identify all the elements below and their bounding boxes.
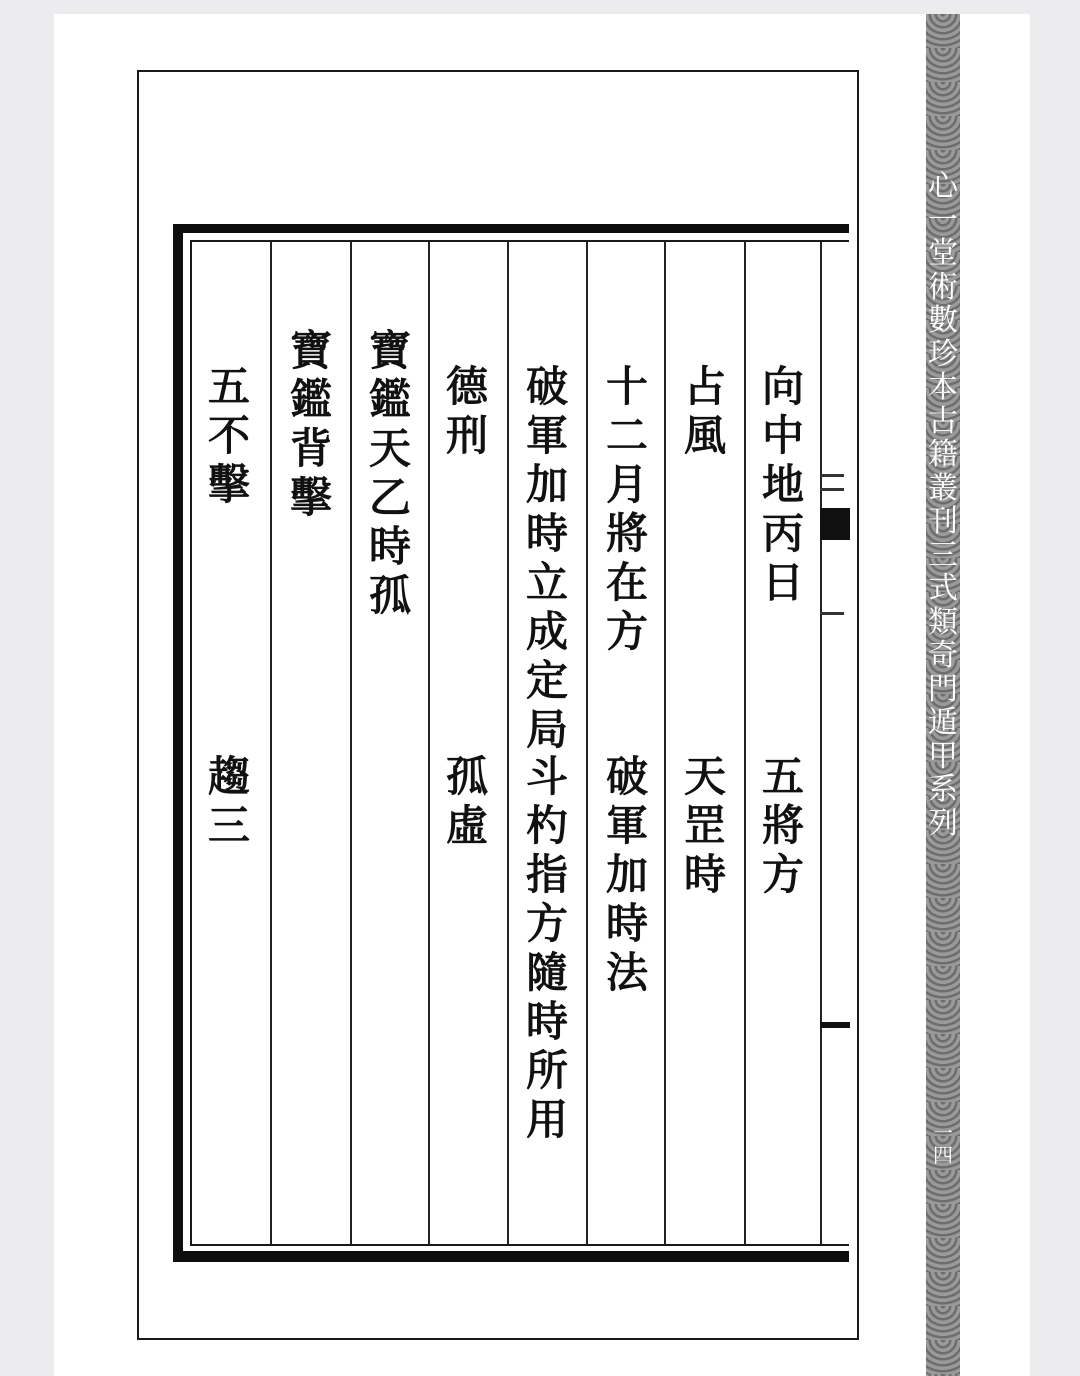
glyph: 軍 — [605, 801, 648, 850]
lower-entry-5 — [432, 752, 502, 850]
glyph: 不 — [207, 411, 250, 460]
glyph: 天 — [368, 424, 411, 473]
glyph: 類 — [928, 604, 958, 640]
lower-entry-2 — [670, 752, 740, 899]
column-rule — [428, 242, 430, 1244]
column-rule — [664, 242, 666, 1244]
glyph: 天 — [683, 752, 726, 801]
glyph: 在 — [605, 558, 648, 607]
glyph: 破 — [605, 752, 648, 801]
lower-entry-8 — [194, 752, 264, 850]
column-rule — [586, 242, 588, 1244]
glyph: 古 — [928, 403, 958, 439]
glyph: 三 — [207, 801, 250, 850]
glyph: 遁 — [928, 705, 958, 740]
glyph: 時 — [605, 899, 648, 948]
column-rule — [820, 242, 822, 1244]
margin-mark — [820, 474, 844, 477]
glyph: 系 — [928, 772, 958, 807]
glyph: 月 — [605, 460, 648, 509]
glyph: 軍 — [525, 411, 568, 460]
fish-tail-mark — [820, 508, 850, 540]
lower-entry-4 — [512, 752, 582, 1144]
lower-entry-3 — [592, 752, 662, 997]
glyph: 列 — [928, 805, 958, 841]
glyph: 五 — [207, 362, 250, 411]
page-margin — [960, 14, 1030, 1376]
glyph: 式 — [928, 571, 958, 606]
glyph: 擊 — [207, 460, 250, 509]
glyph: 立 — [525, 558, 568, 607]
glyph: 籍 — [928, 437, 958, 472]
glyph: 五 — [761, 752, 804, 801]
glyph: 破 — [525, 362, 568, 411]
text-column-5 — [432, 362, 502, 460]
glyph: 局 — [525, 705, 568, 754]
text-column-2 — [670, 362, 740, 460]
glyph: 奇 — [928, 638, 958, 673]
glyph: 風 — [683, 411, 726, 460]
page-number — [926, 1122, 960, 1166]
glyph: 孤 — [368, 571, 411, 620]
glyph: 門 — [928, 671, 958, 707]
text-column-6 — [355, 326, 425, 620]
glyph: 占 — [683, 362, 726, 411]
glyph: 定 — [525, 656, 568, 705]
glyph: 隨 — [525, 948, 568, 997]
glyph: 數 — [928, 303, 958, 338]
glyph: 加 — [605, 850, 648, 899]
glyph: 用 — [525, 1095, 568, 1144]
glyph: 乙 — [368, 473, 411, 522]
glyph: 所 — [525, 1046, 568, 1095]
text-column-4 — [512, 362, 582, 754]
glyph: 加 — [525, 460, 568, 509]
column-rule — [270, 242, 272, 1244]
glyph: 刊 — [928, 504, 958, 539]
glyph: 心 — [928, 169, 958, 204]
text-column-1 — [748, 362, 818, 607]
glyph: 背 — [289, 424, 332, 473]
glyph: 時 — [525, 997, 568, 1046]
glyph: 方 — [761, 850, 804, 899]
lower-entry-1 — [748, 752, 818, 899]
glyph: 丙 — [761, 509, 804, 558]
glyph: 十 — [605, 362, 648, 411]
glyph: 寶 — [368, 326, 411, 375]
glyph: 德 — [445, 362, 488, 411]
glyph: 本 — [928, 370, 958, 405]
series-title — [926, 170, 960, 840]
glyph: 將 — [761, 801, 804, 850]
glyph: 刑 — [445, 411, 488, 460]
glyph: 鑑 — [289, 375, 332, 424]
glyph: 杓 — [525, 801, 568, 850]
glyph: 罡 — [683, 801, 726, 850]
glyph: 法 — [605, 948, 648, 997]
margin-mark — [820, 612, 844, 615]
glyph: 時 — [525, 509, 568, 558]
glyph: 趨 — [207, 752, 250, 801]
glyph: 一 — [933, 1121, 953, 1145]
glyph: 地 — [761, 460, 804, 509]
glyph: 術 — [928, 269, 958, 305]
glyph: 甲 — [928, 738, 958, 774]
glyph: 方 — [525, 899, 568, 948]
glyph: 叢 — [928, 470, 958, 506]
margin-mark — [820, 488, 844, 491]
glyph: 虛 — [445, 801, 488, 850]
glyph: 四 — [933, 1143, 953, 1167]
fish-tail-mark — [820, 1022, 850, 1028]
column-rule — [744, 242, 746, 1244]
glyph: 日 — [761, 558, 804, 607]
glyph: 斗 — [525, 752, 568, 801]
column-rule — [507, 242, 509, 1244]
glyph: 成 — [525, 607, 568, 656]
text-column-7 — [276, 326, 346, 522]
glyph: 時 — [683, 850, 726, 899]
glyph: 向 — [761, 362, 804, 411]
glyph: 指 — [525, 850, 568, 899]
glyph: 方 — [605, 607, 648, 656]
glyph: 擊 — [289, 473, 332, 522]
column-rule — [350, 242, 352, 1244]
glyph: 一 — [928, 202, 958, 238]
glyph: 時 — [368, 522, 411, 571]
text-column-3 — [592, 362, 662, 656]
glyph: 鑑 — [368, 375, 411, 424]
glyph: 將 — [605, 509, 648, 558]
glyph: 孤 — [445, 752, 488, 801]
glyph: 二 — [605, 411, 648, 460]
glyph: 中 — [761, 411, 804, 460]
glyph: 珍 — [928, 336, 958, 372]
glyph: 三 — [928, 537, 958, 573]
glyph: 堂 — [928, 236, 958, 271]
text-column-8 — [194, 362, 264, 509]
glyph: 寶 — [289, 326, 332, 375]
